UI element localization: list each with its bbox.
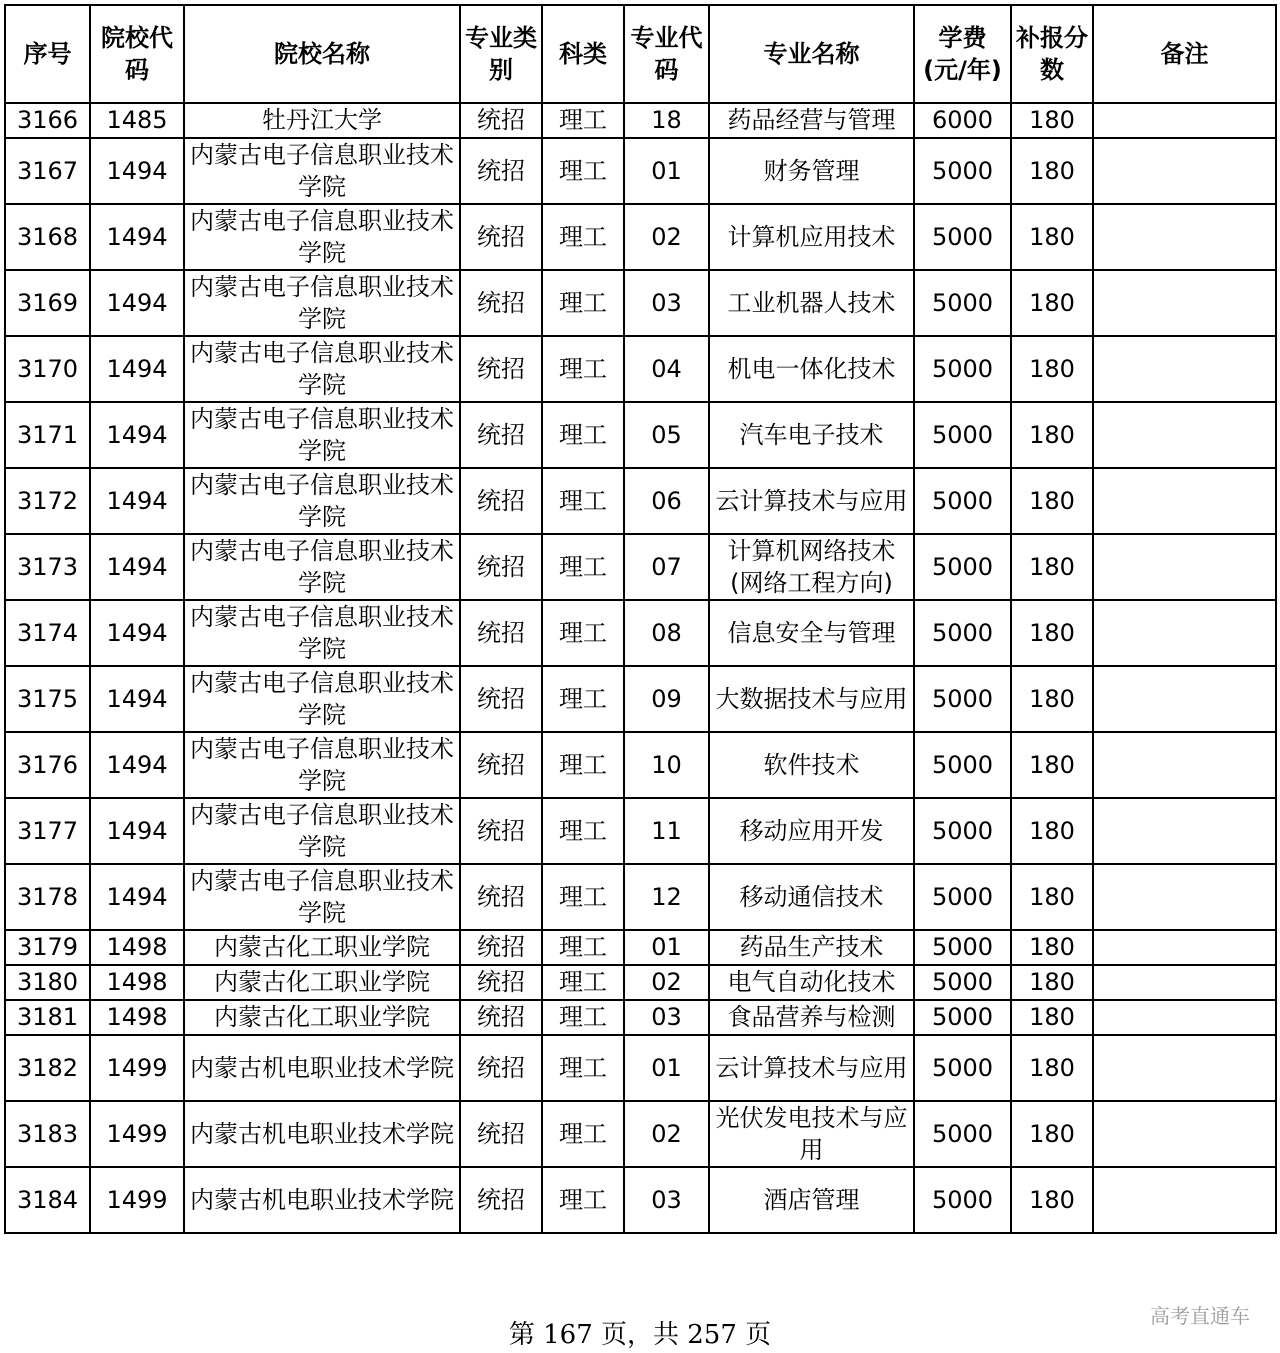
cell-major-code: 11 bbox=[624, 798, 709, 864]
cell-major-code: 01 bbox=[624, 930, 709, 965]
cell-seq: 3168 bbox=[5, 204, 90, 270]
cell-school-code: 1494 bbox=[90, 798, 184, 864]
cell-category: 统招 bbox=[460, 1167, 542, 1233]
cell-fee: 5000 bbox=[914, 732, 1011, 798]
cell-major-code: 02 bbox=[624, 204, 709, 270]
cell-seq: 3180 bbox=[5, 965, 90, 1000]
cell-note bbox=[1093, 965, 1276, 1000]
table-row bbox=[5, 666, 1276, 732]
cell-major-name: 大数据技术与应用 bbox=[709, 666, 914, 732]
cell-subject: 理工 bbox=[542, 402, 624, 468]
cell-note bbox=[1093, 732, 1276, 798]
cell-school-code: 1494 bbox=[90, 270, 184, 336]
cell-school-name: 内蒙古化工职业学院 bbox=[184, 1000, 460, 1035]
cell-subject: 理工 bbox=[542, 534, 624, 600]
cell-major-name: 财务管理 bbox=[709, 138, 914, 204]
cell-score: 180 bbox=[1011, 600, 1093, 666]
cell-note bbox=[1093, 1035, 1276, 1101]
cell-subject: 理工 bbox=[542, 600, 624, 666]
cell-school-name: 牡丹江大学 bbox=[184, 103, 460, 138]
cell-score: 180 bbox=[1011, 1035, 1093, 1101]
cell-subject: 理工 bbox=[542, 336, 624, 402]
table-row bbox=[5, 732, 1276, 798]
cell-major-code: 10 bbox=[624, 732, 709, 798]
cell-note bbox=[1093, 402, 1276, 468]
cell-fee: 5000 bbox=[914, 1035, 1011, 1101]
cell-score: 180 bbox=[1011, 402, 1093, 468]
header-seq: 序号 bbox=[5, 5, 90, 103]
cell-school-name: 内蒙古电子信息职业技术学院 bbox=[184, 864, 460, 930]
cell-category: 统招 bbox=[460, 468, 542, 534]
table-row bbox=[5, 600, 1276, 666]
header-major-code: 专业代码 bbox=[624, 5, 709, 103]
cell-seq: 3176 bbox=[5, 732, 90, 798]
cell-score: 180 bbox=[1011, 666, 1093, 732]
cell-school-code: 1499 bbox=[90, 1101, 184, 1167]
cell-fee: 5000 bbox=[914, 138, 1011, 204]
cell-school-code: 1494 bbox=[90, 138, 184, 204]
cell-school-code: 1494 bbox=[90, 336, 184, 402]
cell-fee: 5000 bbox=[914, 336, 1011, 402]
cell-school-name: 内蒙古机电职业技术学院 bbox=[184, 1035, 460, 1101]
cell-major-code: 18 bbox=[624, 103, 709, 138]
table-row bbox=[5, 930, 1276, 965]
cell-subject: 理工 bbox=[542, 930, 624, 965]
cell-school-code: 1499 bbox=[90, 1167, 184, 1233]
cell-major-code: 04 bbox=[624, 336, 709, 402]
table-row bbox=[5, 798, 1276, 864]
cell-seq: 3184 bbox=[5, 1167, 90, 1233]
table-row bbox=[5, 1167, 1276, 1233]
cell-seq: 3181 bbox=[5, 1000, 90, 1035]
cell-major-name: 计算机网络技术(网络工程方向) bbox=[709, 534, 914, 600]
cell-subject: 理工 bbox=[542, 270, 624, 336]
cell-note bbox=[1093, 270, 1276, 336]
cell-seq: 3173 bbox=[5, 534, 90, 600]
cell-seq: 3171 bbox=[5, 402, 90, 468]
table-row bbox=[5, 1035, 1276, 1101]
cell-major-name: 汽车电子技术 bbox=[709, 402, 914, 468]
table-row bbox=[5, 336, 1276, 402]
cell-category: 统招 bbox=[460, 1101, 542, 1167]
cell-subject: 理工 bbox=[542, 204, 624, 270]
cell-subject: 理工 bbox=[542, 732, 624, 798]
cell-seq: 3166 bbox=[5, 103, 90, 138]
table-row bbox=[5, 534, 1276, 600]
cell-category: 统招 bbox=[460, 336, 542, 402]
cell-major-code: 12 bbox=[624, 864, 709, 930]
cell-school-code: 1494 bbox=[90, 600, 184, 666]
cell-major-name: 云计算技术与应用 bbox=[709, 1035, 914, 1101]
cell-category: 统招 bbox=[460, 1000, 542, 1035]
cell-score: 180 bbox=[1011, 965, 1093, 1000]
table-row bbox=[5, 965, 1276, 1000]
cell-subject: 理工 bbox=[542, 1000, 624, 1035]
cell-major-code: 08 bbox=[624, 600, 709, 666]
admission-table-sheet bbox=[4, 4, 1277, 1234]
table-row bbox=[5, 138, 1276, 204]
cell-category: 统招 bbox=[460, 732, 542, 798]
cell-seq: 3179 bbox=[5, 930, 90, 965]
cell-subject: 理工 bbox=[542, 1167, 624, 1233]
cell-fee: 5000 bbox=[914, 1000, 1011, 1035]
cell-school-name: 内蒙古化工职业学院 bbox=[184, 965, 460, 1000]
header-fee: 学费(元/年) bbox=[914, 5, 1011, 103]
cell-school-name: 内蒙古机电职业技术学院 bbox=[184, 1167, 460, 1233]
cell-category: 统招 bbox=[460, 534, 542, 600]
cell-seq: 3169 bbox=[5, 270, 90, 336]
cell-major-name: 移动通信技术 bbox=[709, 864, 914, 930]
cell-major-name: 软件技术 bbox=[709, 732, 914, 798]
cell-school-name: 内蒙古电子信息职业技术学院 bbox=[184, 204, 460, 270]
cell-major-name: 云计算技术与应用 bbox=[709, 468, 914, 534]
cell-category: 统招 bbox=[460, 600, 542, 666]
cell-score: 180 bbox=[1011, 1000, 1093, 1035]
cell-note bbox=[1093, 1101, 1276, 1167]
cell-school-name: 内蒙古电子信息职业技术学院 bbox=[184, 402, 460, 468]
cell-note bbox=[1093, 930, 1276, 965]
cell-note bbox=[1093, 138, 1276, 204]
cell-fee: 5000 bbox=[914, 798, 1011, 864]
header-category: 专业类别 bbox=[460, 5, 542, 103]
cell-major-name: 计算机应用技术 bbox=[709, 204, 914, 270]
cell-category: 统招 bbox=[460, 965, 542, 1000]
table-row bbox=[5, 1101, 1276, 1167]
cell-school-code: 1498 bbox=[90, 965, 184, 1000]
cell-major-name: 食品营养与检测 bbox=[709, 1000, 914, 1035]
cell-subject: 理工 bbox=[542, 798, 624, 864]
table-row bbox=[5, 1000, 1276, 1035]
cell-fee: 6000 bbox=[914, 103, 1011, 138]
cell-note bbox=[1093, 666, 1276, 732]
cell-category: 统招 bbox=[460, 666, 542, 732]
cell-note bbox=[1093, 1000, 1276, 1035]
header-major-name: 专业名称 bbox=[709, 5, 914, 103]
cell-major-name: 信息安全与管理 bbox=[709, 600, 914, 666]
table-row bbox=[5, 103, 1276, 138]
cell-category: 统招 bbox=[460, 270, 542, 336]
header-subject: 科类 bbox=[542, 5, 624, 103]
page-footer: 第 167 页，共 257 页 bbox=[508, 1320, 772, 1350]
table-row bbox=[5, 864, 1276, 930]
cell-category: 统招 bbox=[460, 402, 542, 468]
cell-school-code: 1494 bbox=[90, 402, 184, 468]
cell-major-name: 药品生产技术 bbox=[709, 930, 914, 965]
cell-category: 统招 bbox=[460, 204, 542, 270]
cell-school-name: 内蒙古电子信息职业技术学院 bbox=[184, 138, 460, 204]
cell-score: 180 bbox=[1011, 864, 1093, 930]
cell-major-name: 工业机器人技术 bbox=[709, 270, 914, 336]
cell-major-name: 酒店管理 bbox=[709, 1167, 914, 1233]
cell-fee: 5000 bbox=[914, 965, 1011, 1000]
cell-school-name: 内蒙古电子信息职业技术学院 bbox=[184, 732, 460, 798]
cell-note bbox=[1093, 864, 1276, 930]
cell-school-code: 1494 bbox=[90, 204, 184, 270]
cell-subject: 理工 bbox=[542, 103, 624, 138]
cell-seq: 3183 bbox=[5, 1101, 90, 1167]
cell-fee: 5000 bbox=[914, 1167, 1011, 1233]
cell-major-code: 03 bbox=[624, 1167, 709, 1233]
cell-school-code: 1485 bbox=[90, 103, 184, 138]
cell-category: 统招 bbox=[460, 138, 542, 204]
table-header-row bbox=[5, 5, 1276, 103]
cell-fee: 5000 bbox=[914, 402, 1011, 468]
cell-school-name: 内蒙古电子信息职业技术学院 bbox=[184, 534, 460, 600]
cell-note bbox=[1093, 468, 1276, 534]
cell-seq: 3172 bbox=[5, 468, 90, 534]
admission-table bbox=[4, 4, 1277, 1234]
cell-major-name: 移动应用开发 bbox=[709, 798, 914, 864]
table-row bbox=[5, 468, 1276, 534]
cell-school-name: 内蒙古电子信息职业技术学院 bbox=[184, 600, 460, 666]
cell-major-name: 电气自动化技术 bbox=[709, 965, 914, 1000]
cell-school-code: 1494 bbox=[90, 666, 184, 732]
cell-school-code: 1494 bbox=[90, 534, 184, 600]
cell-fee: 5000 bbox=[914, 666, 1011, 732]
cell-school-name: 内蒙古电子信息职业技术学院 bbox=[184, 336, 460, 402]
header-school-name: 院校名称 bbox=[184, 5, 460, 103]
cell-major-code: 02 bbox=[624, 965, 709, 1000]
cell-major-code: 03 bbox=[624, 270, 709, 336]
cell-seq: 3182 bbox=[5, 1035, 90, 1101]
cell-note bbox=[1093, 798, 1276, 864]
cell-score: 180 bbox=[1011, 1167, 1093, 1233]
cell-major-code: 01 bbox=[624, 138, 709, 204]
cell-seq: 3177 bbox=[5, 798, 90, 864]
cell-school-name: 内蒙古机电职业技术学院 bbox=[184, 1101, 460, 1167]
cell-fee: 5000 bbox=[914, 864, 1011, 930]
cell-major-code: 07 bbox=[624, 534, 709, 600]
cell-major-code: 09 bbox=[624, 666, 709, 732]
cell-seq: 3178 bbox=[5, 864, 90, 930]
cell-score: 180 bbox=[1011, 270, 1093, 336]
cell-score: 180 bbox=[1011, 798, 1093, 864]
cell-score: 180 bbox=[1011, 534, 1093, 600]
cell-subject: 理工 bbox=[542, 864, 624, 930]
cell-subject: 理工 bbox=[542, 468, 624, 534]
cell-score: 180 bbox=[1011, 103, 1093, 138]
cell-seq: 3170 bbox=[5, 336, 90, 402]
cell-score: 180 bbox=[1011, 336, 1093, 402]
cell-school-code: 1499 bbox=[90, 1035, 184, 1101]
cell-category: 统招 bbox=[460, 103, 542, 138]
cell-note bbox=[1093, 1167, 1276, 1233]
cell-note bbox=[1093, 336, 1276, 402]
cell-score: 180 bbox=[1011, 732, 1093, 798]
cell-major-name: 药品经营与管理 bbox=[709, 103, 914, 138]
header-note: 备注 bbox=[1093, 5, 1276, 103]
cell-major-name: 机电一体化技术 bbox=[709, 336, 914, 402]
cell-category: 统招 bbox=[460, 798, 542, 864]
cell-seq: 3167 bbox=[5, 138, 90, 204]
cell-fee: 5000 bbox=[914, 930, 1011, 965]
cell-category: 统招 bbox=[460, 930, 542, 965]
cell-fee: 5000 bbox=[914, 600, 1011, 666]
cell-note bbox=[1093, 534, 1276, 600]
cell-school-name: 内蒙古化工职业学院 bbox=[184, 930, 460, 965]
cell-major-name: 光伏发电技术与应用 bbox=[709, 1101, 914, 1167]
cell-school-name: 内蒙古电子信息职业技术学院 bbox=[184, 270, 460, 336]
cell-fee: 5000 bbox=[914, 270, 1011, 336]
cell-major-code: 01 bbox=[624, 1035, 709, 1101]
cell-note bbox=[1093, 103, 1276, 138]
cell-fee: 5000 bbox=[914, 534, 1011, 600]
cell-seq: 3175 bbox=[5, 666, 90, 732]
cell-school-code: 1494 bbox=[90, 468, 184, 534]
cell-school-name: 内蒙古电子信息职业技术学院 bbox=[184, 468, 460, 534]
header-score: 补报分数 bbox=[1011, 5, 1093, 103]
cell-score: 180 bbox=[1011, 930, 1093, 965]
cell-score: 180 bbox=[1011, 468, 1093, 534]
cell-major-code: 02 bbox=[624, 1101, 709, 1167]
cell-school-name: 内蒙古电子信息职业技术学院 bbox=[184, 798, 460, 864]
watermark-text: 高考直通车 bbox=[1150, 1304, 1250, 1328]
header-school-code: 院校代码 bbox=[90, 5, 184, 103]
cell-subject: 理工 bbox=[542, 1101, 624, 1167]
cell-major-code: 03 bbox=[624, 1000, 709, 1035]
cell-major-code: 05 bbox=[624, 402, 709, 468]
cell-subject: 理工 bbox=[542, 965, 624, 1000]
cell-category: 统招 bbox=[460, 1035, 542, 1101]
cell-score: 180 bbox=[1011, 1101, 1093, 1167]
cell-score: 180 bbox=[1011, 204, 1093, 270]
cell-school-code: 1494 bbox=[90, 732, 184, 798]
cell-note bbox=[1093, 204, 1276, 270]
cell-subject: 理工 bbox=[542, 138, 624, 204]
cell-school-code: 1498 bbox=[90, 930, 184, 965]
cell-category: 统招 bbox=[460, 864, 542, 930]
cell-school-name: 内蒙古电子信息职业技术学院 bbox=[184, 666, 460, 732]
cell-score: 180 bbox=[1011, 138, 1093, 204]
table-row bbox=[5, 204, 1276, 270]
cell-fee: 5000 bbox=[914, 204, 1011, 270]
cell-fee: 5000 bbox=[914, 468, 1011, 534]
cell-school-code: 1494 bbox=[90, 864, 184, 930]
cell-school-code: 1498 bbox=[90, 1000, 184, 1035]
cell-seq: 3174 bbox=[5, 600, 90, 666]
cell-subject: 理工 bbox=[542, 1035, 624, 1101]
cell-fee: 5000 bbox=[914, 1101, 1011, 1167]
cell-subject: 理工 bbox=[542, 666, 624, 732]
table-row bbox=[5, 270, 1276, 336]
cell-major-code: 06 bbox=[624, 468, 709, 534]
cell-note bbox=[1093, 600, 1276, 666]
table-row bbox=[5, 402, 1276, 468]
